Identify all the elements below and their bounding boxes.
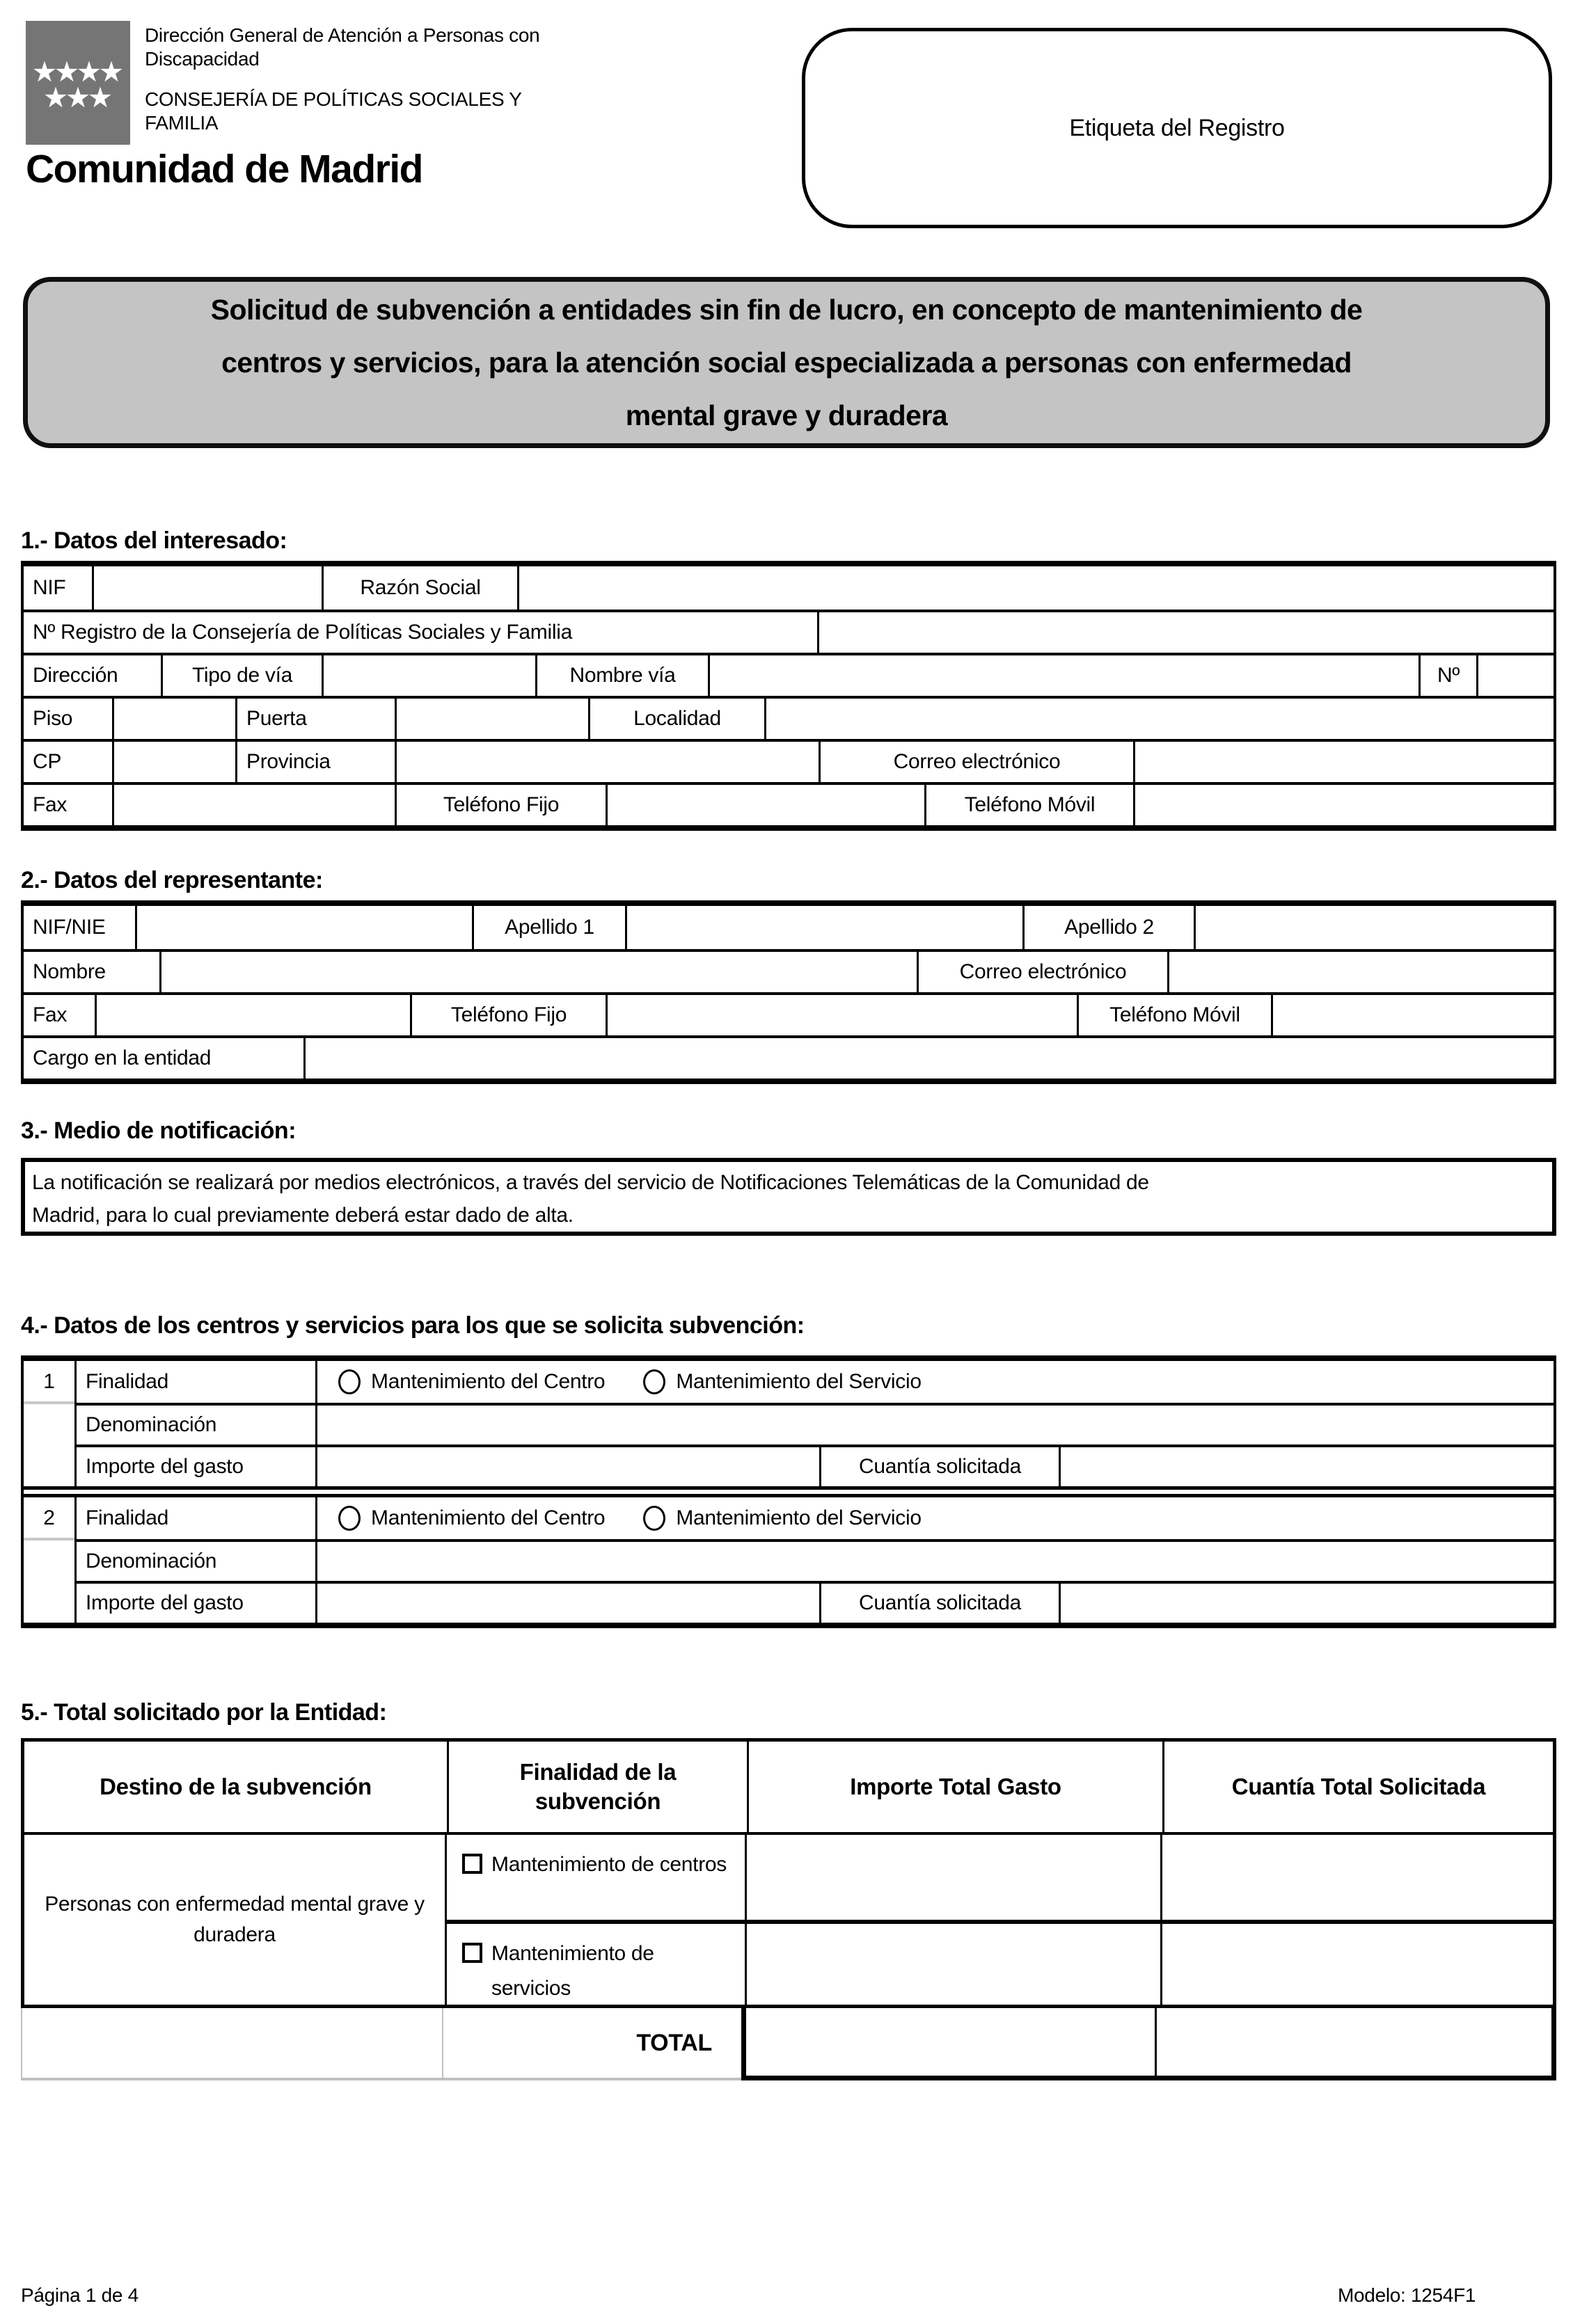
importe-total-input[interactable] — [746, 2008, 1157, 2076]
table-row — [77, 1581, 1554, 1623]
comunidad-madrid-logo — [26, 21, 130, 145]
col-finalidad-header: Finalidad de la subvención — [447, 1742, 747, 1832]
model-number: Modelo: 1254F1 — [1338, 2284, 1476, 2306]
table-row — [24, 782, 1554, 825]
apellido1-label: Apellido 1 — [472, 906, 625, 949]
importe-input[interactable] — [315, 1447, 819, 1486]
registry-label: Etiqueta del Registro — [1069, 114, 1285, 141]
tipo-via-label: Tipo de vía — [161, 655, 322, 696]
checkbox-icon[interactable] — [462, 1943, 482, 1963]
section2-table — [21, 900, 1556, 1084]
razon-social-input[interactable] — [517, 566, 1554, 610]
nif-label: NIF — [33, 576, 66, 599]
cuantia-input[interactable] — [1059, 1584, 1554, 1623]
fax-rep-label: Fax — [33, 1003, 68, 1026]
nif-input[interactable] — [92, 566, 322, 610]
centro-group-1 — [24, 1361, 1554, 1486]
cuantia-servicios-input[interactable] — [1160, 1924, 1553, 2005]
radio-option-centro[interactable] — [338, 1506, 605, 1531]
table-row — [24, 610, 1554, 653]
table-row — [77, 1444, 1554, 1486]
razon-social-label: Razón Social — [322, 566, 517, 610]
finalidad-label: Finalidad — [86, 1506, 169, 1529]
cuantia-total-input[interactable] — [1157, 2008, 1551, 2076]
table-row — [77, 1403, 1554, 1444]
piso-input[interactable] — [112, 699, 235, 739]
piso-label: Piso — [33, 707, 73, 730]
section5-header-row — [24, 1742, 1553, 1832]
checkbox-icon[interactable] — [462, 1854, 482, 1874]
table-row — [447, 1835, 1553, 1920]
correo-rep-input[interactable] — [1167, 952, 1554, 992]
fax-label: Fax — [33, 793, 68, 816]
cp-label: CP — [33, 750, 62, 773]
denominacion-label: Denominación — [86, 1550, 217, 1573]
tel-movil-rep-input[interactable] — [1271, 995, 1554, 1035]
cuantia-label: Cuantía solicitada — [819, 1447, 1059, 1486]
correo-input[interactable] — [1133, 742, 1554, 782]
localidad-input[interactable] — [764, 699, 1554, 739]
total-row — [21, 2008, 1556, 2080]
section4-heading: 4.- Datos de los centros y servicios para los que se solicita subvención: — [21, 1312, 805, 1339]
registry-label-box — [802, 28, 1552, 228]
denominacion-label: Denominación — [86, 1413, 217, 1436]
section2-heading: 2.- Datos del representante: — [21, 867, 323, 893]
radio-option-servicio[interactable] — [643, 1506, 921, 1531]
cargo-label: Cargo en la entidad — [33, 1046, 212, 1069]
total-empty-cell — [22, 2008, 443, 2078]
radio-icon[interactable] — [338, 1369, 361, 1394]
tel-movil-label: Teléfono Móvil — [924, 785, 1133, 825]
fax-input[interactable] — [112, 785, 395, 825]
provincia-input[interactable] — [395, 742, 819, 782]
radio-icon[interactable] — [338, 1506, 361, 1531]
page-number: Página 1 de 4 — [21, 2284, 139, 2306]
notification-note-line2: Madrid, para lo cual previamente deberá estar dado de alta. — [32, 1204, 574, 1227]
section1-heading: 1.- Datos del interesado: — [21, 527, 287, 554]
table-row — [24, 949, 1554, 992]
cuantia-centros-input[interactable] — [1160, 1835, 1553, 1920]
provincia-label: Provincia — [235, 742, 395, 782]
checkbox-option-servicios[interactable] — [447, 1924, 745, 2005]
denominacion-input[interactable] — [315, 1542, 1554, 1581]
radio-centro-label: Mantenimiento del Centro — [371, 1370, 606, 1393]
nif-nie-input[interactable] — [135, 906, 472, 949]
header-org-lines — [145, 24, 597, 135]
table-row — [24, 566, 1554, 610]
tel-movil-rep-label: Teléfono Móvil — [1077, 995, 1271, 1035]
radio-option-servicio[interactable] — [643, 1369, 921, 1394]
nombre-label: Nombre — [33, 960, 106, 983]
section5-heading: 5.- Total solicitado por la Entidad: — [21, 1699, 387, 1726]
importe-label: Importe del gasto — [86, 1591, 244, 1614]
importe-centros-input[interactable] — [745, 1835, 1160, 1920]
nombre-via-label: Nombre vía — [535, 655, 708, 696]
cargo-input[interactable] — [303, 1038, 1554, 1079]
correo-rep-label: Correo electrónico — [917, 952, 1167, 992]
table-row — [447, 1920, 1553, 2005]
checkbox-servicios-label: Mantenimiento de servicios — [491, 1942, 654, 2000]
checkbox-centros-label: Mantenimiento de centros — [491, 1853, 727, 1876]
denominacion-input[interactable] — [315, 1406, 1554, 1444]
nombre-via-input[interactable] — [708, 655, 1418, 696]
header-department: CONSEJERÍA DE POLÍTICAS SOCIALES Y FAMILIA — [145, 88, 522, 134]
tel-fijo-label: Teléfono Fijo — [395, 785, 606, 825]
brand-title: Comunidad de Madrid — [26, 147, 422, 191]
radio-servicio-label: Mantenimiento del Servicio — [676, 1506, 922, 1529]
cuantia-input[interactable] — [1059, 1447, 1554, 1486]
destino-cell: Personas con enfermedad mental grave y duradera — [24, 1835, 447, 2005]
num-registro-label: Nº Registro de la Consejería de Políticas Sociales y Familia — [33, 621, 572, 644]
table-row — [24, 992, 1554, 1035]
numero-label: Nº — [1418, 655, 1476, 696]
apellido1-input[interactable] — [625, 906, 1022, 949]
checkbox-option-centros[interactable] — [447, 1835, 745, 1920]
group1-number: 1 — [24, 1361, 74, 1486]
table-row — [24, 906, 1554, 949]
radio-servicio-label: Mantenimiento del Servicio — [676, 1370, 922, 1393]
table-row — [77, 1539, 1554, 1581]
group2-number: 2 — [24, 1497, 74, 1623]
correo-label: Correo electrónico — [819, 742, 1133, 782]
apellido2-label: Apellido 2 — [1022, 906, 1194, 949]
direccion-label: Dirección — [33, 664, 118, 687]
radio-option-centro[interactable] — [338, 1369, 605, 1394]
form-title-banner — [23, 277, 1550, 448]
table-row — [24, 739, 1554, 782]
table-row — [77, 1497, 1554, 1539]
notification-note-box — [21, 1158, 1556, 1236]
total-label: TOTAL — [636, 2029, 712, 2056]
tel-fijo-rep-input[interactable] — [606, 995, 1077, 1035]
col-destino-header: Destino de la subvención — [100, 1774, 372, 1799]
seven-stars-icon — [26, 21, 130, 145]
finalidad-label: Finalidad — [86, 1370, 169, 1393]
cuantia-label: Cuantía solicitada — [819, 1584, 1059, 1623]
section4-table — [21, 1355, 1556, 1628]
nombre-input[interactable] — [159, 952, 917, 992]
importe-input[interactable] — [315, 1584, 819, 1623]
nif-nie-label: NIF/NIE — [33, 916, 106, 939]
tipo-via-input[interactable] — [322, 655, 535, 696]
puerta-label: Puerta — [235, 699, 395, 739]
numero-input[interactable] — [1476, 655, 1554, 696]
section3-heading: 3.- Medio de notificación: — [21, 1117, 297, 1144]
section5-table — [21, 1738, 1556, 2080]
table-row — [24, 696, 1554, 739]
puerta-input[interactable] — [395, 699, 588, 739]
table-row — [24, 653, 1554, 696]
tel-fijo-input[interactable] — [606, 785, 924, 825]
num-registro-input[interactable] — [817, 612, 1554, 653]
notification-note-line1: La notificación se realizará por medios electrónicos, a través del servicio de Notificaciones Telemáticas de la Comunidad de — [32, 1171, 1149, 1194]
group-separator — [24, 1486, 1554, 1497]
importe-servicios-input[interactable] — [745, 1924, 1160, 2005]
apellido2-input[interactable] — [1194, 906, 1554, 949]
tel-movil-input[interactable] — [1133, 785, 1554, 825]
header-division: Dirección General de Atención a Personas con Discapacidad — [145, 24, 540, 70]
section1-table — [21, 561, 1556, 831]
importe-label: Importe del gasto — [86, 1455, 244, 1478]
centro-group-2 — [24, 1497, 1554, 1623]
cp-input[interactable] — [112, 742, 235, 782]
form-title-line1: Solicitud de subvención a entidades sin fin de lucro, en concepto de mantenimiento de — [210, 294, 1363, 326]
fax-rep-input[interactable] — [95, 995, 410, 1035]
radio-icon[interactable] — [643, 1506, 665, 1531]
table-row — [77, 1361, 1554, 1403]
col-importe-header: Importe Total Gasto — [747, 1742, 1162, 1832]
tel-fijo-rep-label: Teléfono Fijo — [410, 995, 606, 1035]
radio-icon[interactable] — [643, 1369, 665, 1394]
col-cuantia-header: Cuantía Total Solicitada — [1162, 1742, 1553, 1832]
section5-body — [24, 1832, 1553, 2005]
form-title-line3: mental grave y duradera — [625, 399, 948, 431]
table-row — [24, 1035, 1554, 1079]
localidad-label: Localidad — [588, 699, 764, 739]
radio-centro-label: Mantenimiento del Centro — [371, 1506, 606, 1529]
form-title-line2: centros y servicios, para la atención social especializada a personas con enfermedad — [221, 347, 1352, 379]
